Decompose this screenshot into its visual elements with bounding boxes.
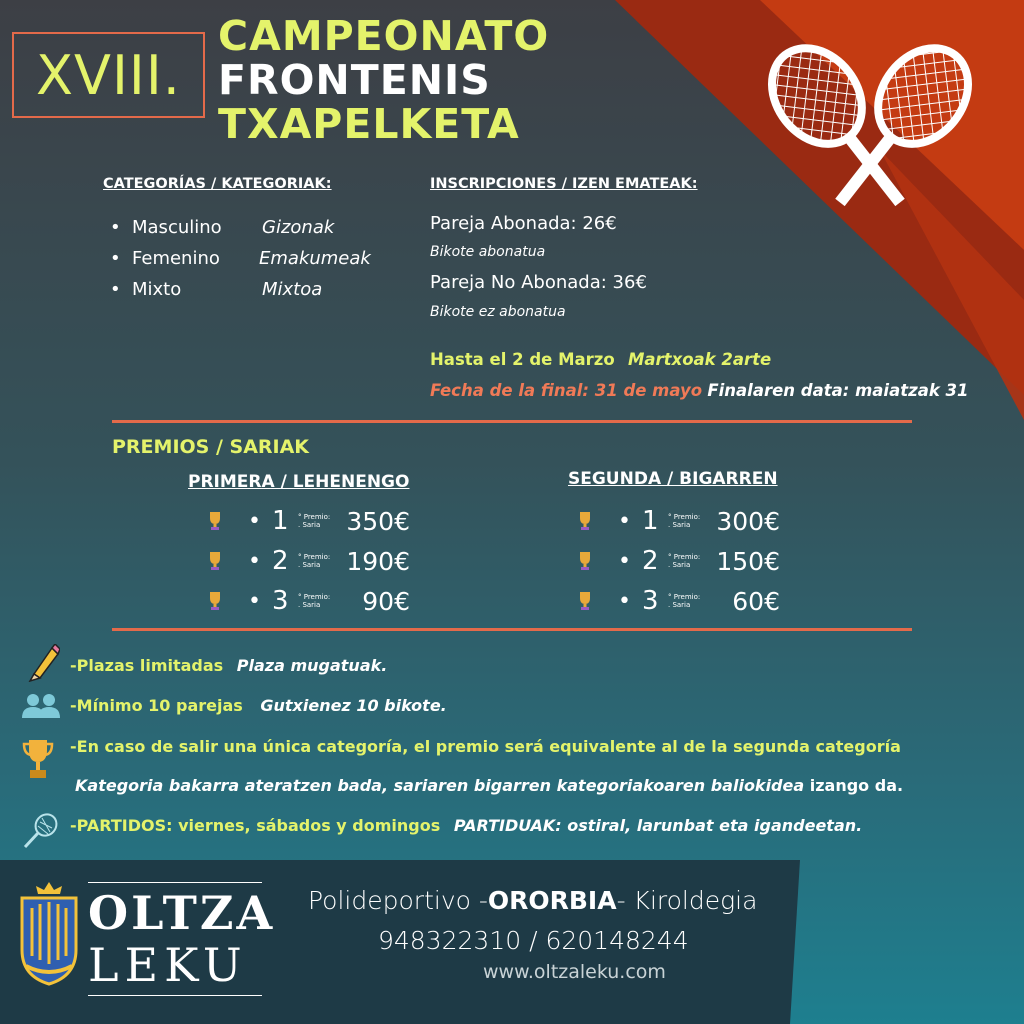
trophy-icon — [206, 511, 224, 531]
note-limited-es: -Plazas limitadas — [70, 656, 224, 675]
trophy-icon — [22, 738, 54, 780]
prizes-group-2-title: SEGUNDA / BIGARREN — [568, 469, 778, 489]
venue-pre: Polideportivo - — [308, 886, 488, 915]
trophy-icon — [576, 511, 594, 531]
prize-label-es: ° Premio: — [668, 553, 701, 561]
prize-label-es: ° Premio: — [668, 593, 701, 601]
category-emakumeak: Emakumeak — [259, 248, 371, 269]
category-mixtoa: Mixtoa — [262, 279, 323, 300]
category-mixto: • Mixto — [132, 279, 181, 300]
prize-bullet: • — [248, 588, 261, 614]
prize-row — [206, 584, 410, 618]
prize-place: 3 — [642, 586, 659, 616]
prize-value: 60€ — [732, 586, 780, 616]
prize-bullet: • — [618, 508, 631, 534]
divider-top — [112, 420, 912, 423]
title-line-3: TXAPELKETA — [218, 100, 520, 148]
oltza-shield-logo — [18, 880, 80, 990]
price-no-abonada-eu: Bikote ez abonatua — [430, 304, 566, 320]
prize-place: 1 — [272, 506, 289, 536]
title-line-2: FRONTENIS — [218, 56, 491, 104]
note-single-category-eu-tail: izango da. — [809, 776, 904, 795]
note-single-category-eu: Kategoria bakarra ateratzen bada, sariaren bigarren kategoriakoaren baliokidea — [75, 776, 805, 795]
prize-row — [206, 544, 410, 578]
edition-number-box — [12, 32, 205, 118]
note-matches-eu: PARTIDUAK: ostiral, larunbat eta igandeetan. — [453, 816, 863, 835]
deadline-line — [430, 350, 771, 369]
venue-name: ORORBIA — [487, 886, 617, 915]
trophy-icon — [206, 551, 224, 571]
note-matches — [70, 816, 862, 835]
note-minimum — [70, 696, 447, 715]
venue-post: - Kiroldegia — [616, 886, 758, 915]
prize-label — [298, 553, 342, 569]
prizes-header: PREMIOS / SARIAK — [112, 436, 310, 458]
prize-bullet: • — [618, 548, 631, 574]
racket-icon — [22, 812, 60, 850]
prize-value: 90€ — [362, 586, 410, 616]
prize-label-es: ° Premio: — [298, 513, 331, 521]
trophy-icon — [206, 591, 224, 611]
prize-value: 190€ — [346, 546, 410, 576]
oltza-logo-text — [88, 882, 276, 996]
prize-label-eu: . Saria — [668, 521, 691, 529]
logo-line-1: OLTZA — [88, 886, 276, 940]
trophy-icon — [576, 551, 594, 571]
prize-place: 2 — [642, 546, 659, 576]
prize-value: 350€ — [346, 506, 410, 536]
note-single-category-eu-line — [75, 776, 903, 795]
prize-place: 2 — [272, 546, 289, 576]
inscriptions-header: INSCRIPCIONES / IZEN EMATEAK: — [430, 176, 698, 192]
prize-bullet: • — [248, 508, 261, 534]
prize-label — [298, 593, 342, 609]
note-matches-es: -PARTIDOS: viernes, sábados y domingos — [70, 816, 441, 835]
title-line-1: CAMPEONATO — [218, 12, 550, 60]
prize-label-eu: . Saria — [668, 561, 691, 569]
prize-row — [576, 504, 780, 538]
note-limited — [70, 656, 387, 675]
prize-bullet: • — [618, 588, 631, 614]
price-abonada: Pareja Abonada: 26€ — [430, 213, 617, 234]
prize-label-eu: . Saria — [298, 561, 321, 569]
prize-bullet: • — [248, 548, 261, 574]
prize-label-es: ° Premio: — [668, 513, 701, 521]
price-no-abonada: Pareja No Abonada: 36€ — [430, 272, 647, 293]
pencil-icon — [26, 644, 60, 682]
prize-label-eu: . Saria — [298, 521, 321, 529]
note-single-category-es: -En caso de salir una única categoría, el premio será equivalente al de la segunda categoría — [70, 737, 901, 756]
prize-row — [576, 544, 780, 578]
prize-label — [668, 513, 712, 529]
prize-value: 300€ — [716, 506, 780, 536]
edition-number: XVIII. — [36, 43, 181, 107]
people-icon — [20, 692, 62, 718]
prize-row — [206, 504, 410, 538]
prize-label — [668, 553, 712, 569]
prize-label-es: ° Premio: — [298, 593, 331, 601]
prize-place: 1 — [642, 506, 659, 536]
final-date-eu: Finalaren data: maiatzak 31 — [707, 381, 969, 400]
logo-line-2: LEKU — [88, 938, 248, 992]
prize-row — [576, 584, 780, 618]
crossed-rackets-icon — [760, 40, 980, 230]
prize-label — [668, 593, 712, 609]
deadline-eu: Martxoak 2arte — [627, 350, 772, 369]
note-minimum-es: -Mínimo 10 parejas — [70, 696, 243, 715]
note-minimum-eu: Gutxienez 10 bikote. — [260, 696, 447, 715]
prize-label-es: ° Premio: — [298, 553, 331, 561]
note-limited-eu: Plaza mugatuak. — [236, 656, 388, 675]
deadline-es: Hasta el 2 de Marzo — [430, 350, 615, 369]
venue-line — [308, 886, 757, 915]
final-date-es: Fecha de la final: 31 de mayo — [430, 381, 703, 400]
phone-numbers: 948322310 / 620148244 — [378, 926, 689, 955]
category-femenino: • Femenino — [132, 248, 220, 269]
trophy-icon — [576, 591, 594, 611]
categories-header: CATEGORÍAS / KATEGORIAK: — [103, 176, 332, 192]
price-abonada-eu: Bikote abonatua — [430, 244, 546, 260]
website-link[interactable]: www.oltzaleku.com — [483, 961, 666, 983]
prize-value: 150€ — [716, 546, 780, 576]
category-gizonak: Gizonak — [262, 217, 335, 238]
divider-bottom — [112, 628, 912, 631]
final-date-line — [430, 381, 969, 400]
category-masculino: • Masculino — [132, 217, 222, 238]
prize-label — [298, 513, 342, 529]
prizes-group-1-title: PRIMERA / LEHENENGO — [188, 472, 410, 492]
prize-label-eu: . Saria — [668, 601, 691, 609]
prize-label-eu: . Saria — [298, 601, 321, 609]
prize-place: 3 — [272, 586, 289, 616]
